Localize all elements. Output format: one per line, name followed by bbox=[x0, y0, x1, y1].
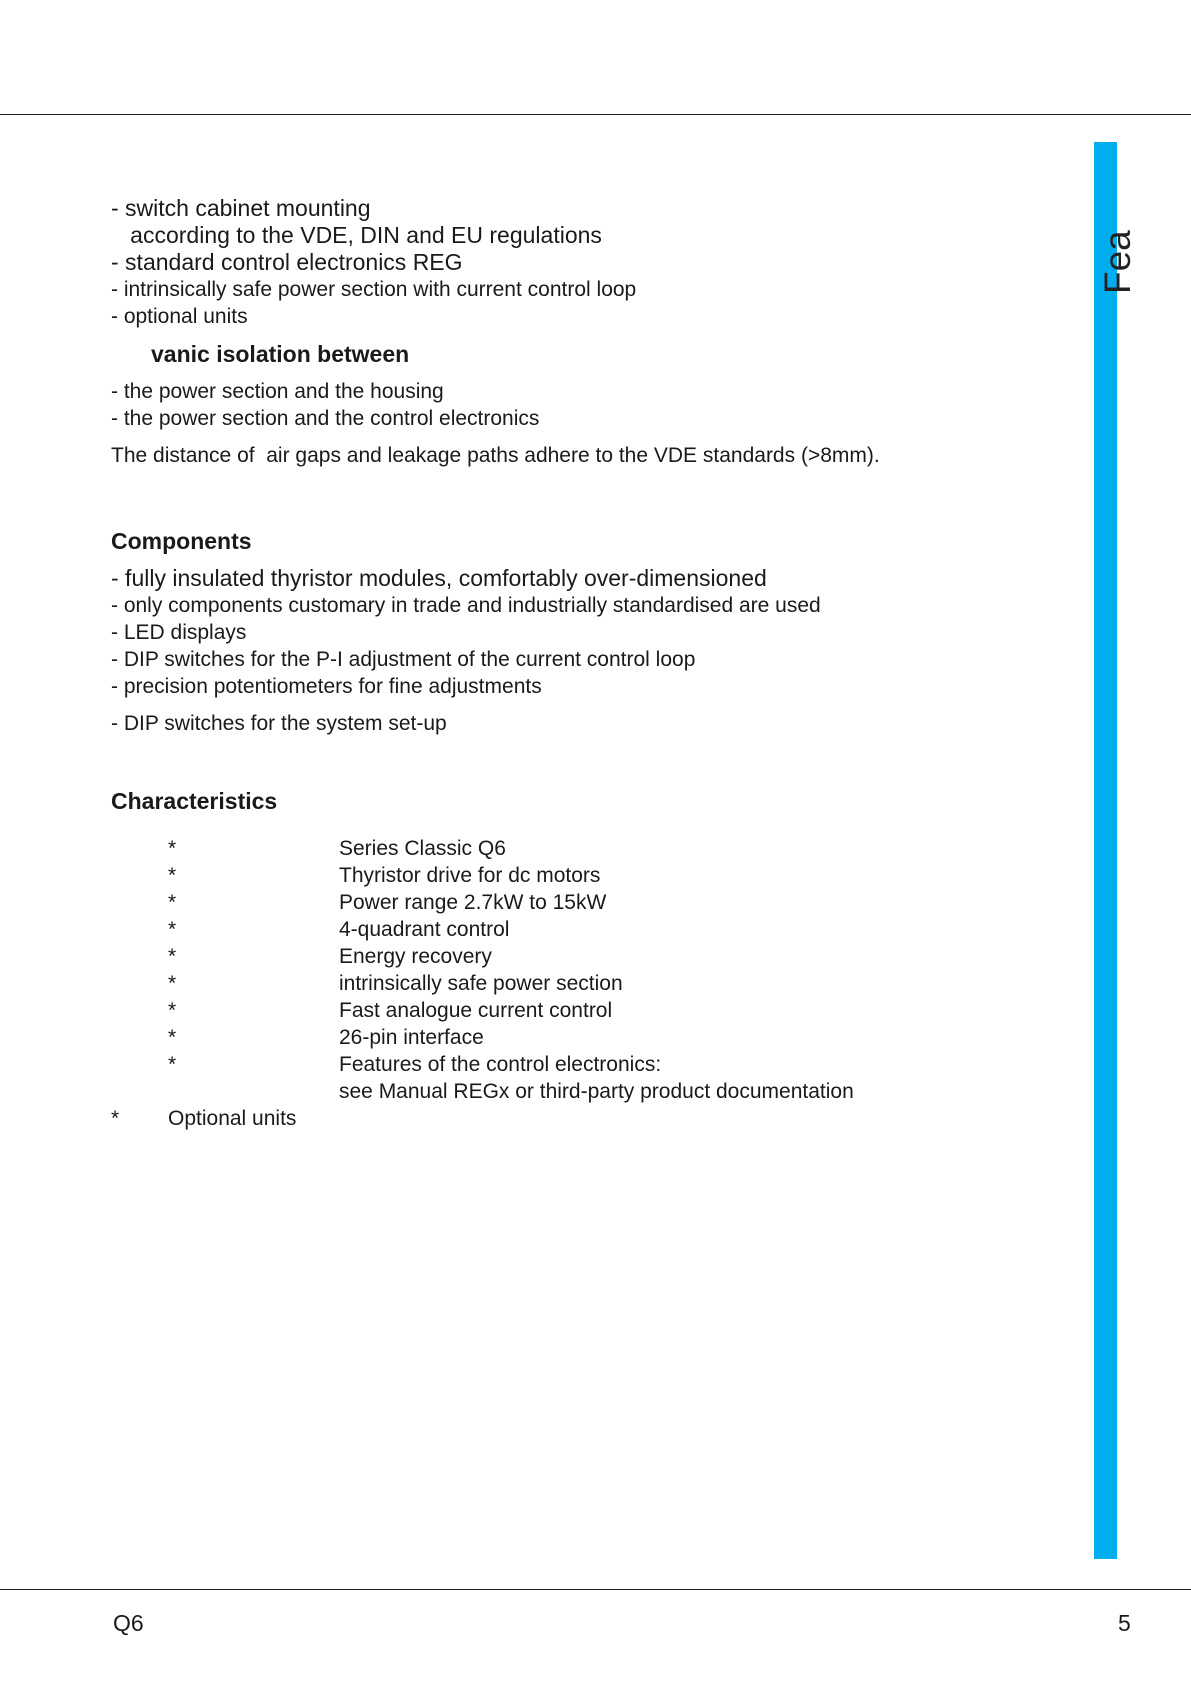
header-rule bbox=[0, 114, 1191, 115]
page-number: 5 bbox=[1118, 1610, 1131, 1636]
footer-rule bbox=[0, 1589, 1191, 1590]
list-item: * 4-quadrant control bbox=[168, 918, 510, 941]
components-line: - only components customary in trade and industrially standardised are used bbox=[111, 594, 821, 617]
components-line: - DIP switches for the P-I adjustment of the current control loop bbox=[111, 648, 696, 671]
isolation-note: The distance of air gaps and leakage paths adhere to the VDE standards (>8mm). bbox=[111, 444, 880, 467]
isolation-line: - the power section and the housing bbox=[111, 380, 444, 403]
bullet-asterisk: * bbox=[168, 891, 177, 914]
components-line: - DIP switches for the system set-up bbox=[111, 712, 447, 735]
isolation-heading: vanic isolation between bbox=[151, 341, 410, 367]
list-item: * Thyristor drive for dc motors bbox=[168, 864, 601, 887]
footer-document-code: Q6 bbox=[113, 1610, 144, 1636]
bullet-asterisk: * bbox=[111, 1107, 120, 1130]
bullet-asterisk: * bbox=[168, 918, 177, 941]
sidebar-accent-bar bbox=[1094, 142, 1117, 1559]
isolation-line: - the power section and the control electronics bbox=[111, 407, 540, 430]
intro-section bbox=[111, 195, 1071, 330]
bullet-asterisk: * bbox=[168, 837, 177, 860]
list-item: * intrinsically safe power section bbox=[168, 972, 623, 995]
characteristics-heading: Characteristics bbox=[111, 788, 278, 814]
sidebar-section-label: Fea bbox=[1097, 230, 1138, 294]
components-line: - precision potentiometers for fine adjustments bbox=[111, 675, 542, 698]
list-item: * Features of the control electronics: bbox=[168, 1053, 662, 1076]
page-content bbox=[111, 195, 1071, 1132]
bullet-asterisk: * bbox=[168, 1053, 177, 1076]
list-item: * Fast analogue current control bbox=[168, 999, 613, 1022]
bullet-asterisk: * bbox=[168, 864, 177, 887]
components-heading: Components bbox=[111, 528, 252, 554]
optional-units-item: * Optional units bbox=[111, 1107, 297, 1130]
intro-line: - intrinsically safe power section with current control loop bbox=[111, 278, 637, 301]
bullet-asterisk: * bbox=[168, 945, 177, 968]
list-item: * Power range 2.7kW to 15kW bbox=[168, 891, 607, 914]
intro-line: according to the VDE, DIN and EU regulations bbox=[111, 222, 602, 248]
list-item: * 26-pin interface bbox=[168, 1026, 484, 1049]
bullet-asterisk: * bbox=[168, 972, 177, 995]
list-item-continuation: see Manual REGx or third-party product documentation bbox=[339, 1080, 854, 1103]
intro-line: - switch cabinet mounting bbox=[111, 195, 371, 221]
components-line: - fully insulated thyristor modules, comfortably over-dimensioned bbox=[111, 565, 767, 591]
intro-line: - optional units bbox=[111, 305, 248, 328]
bullet-asterisk: * bbox=[168, 1026, 177, 1049]
bullet-asterisk: * bbox=[168, 999, 177, 1022]
list-item: * Energy recovery bbox=[168, 945, 492, 968]
intro-line: - standard control electronics REG bbox=[111, 249, 463, 275]
list-item: * Series Classic Q6 bbox=[168, 837, 506, 860]
components-line: - LED displays bbox=[111, 621, 247, 644]
characteristics-list bbox=[111, 835, 1071, 1132]
